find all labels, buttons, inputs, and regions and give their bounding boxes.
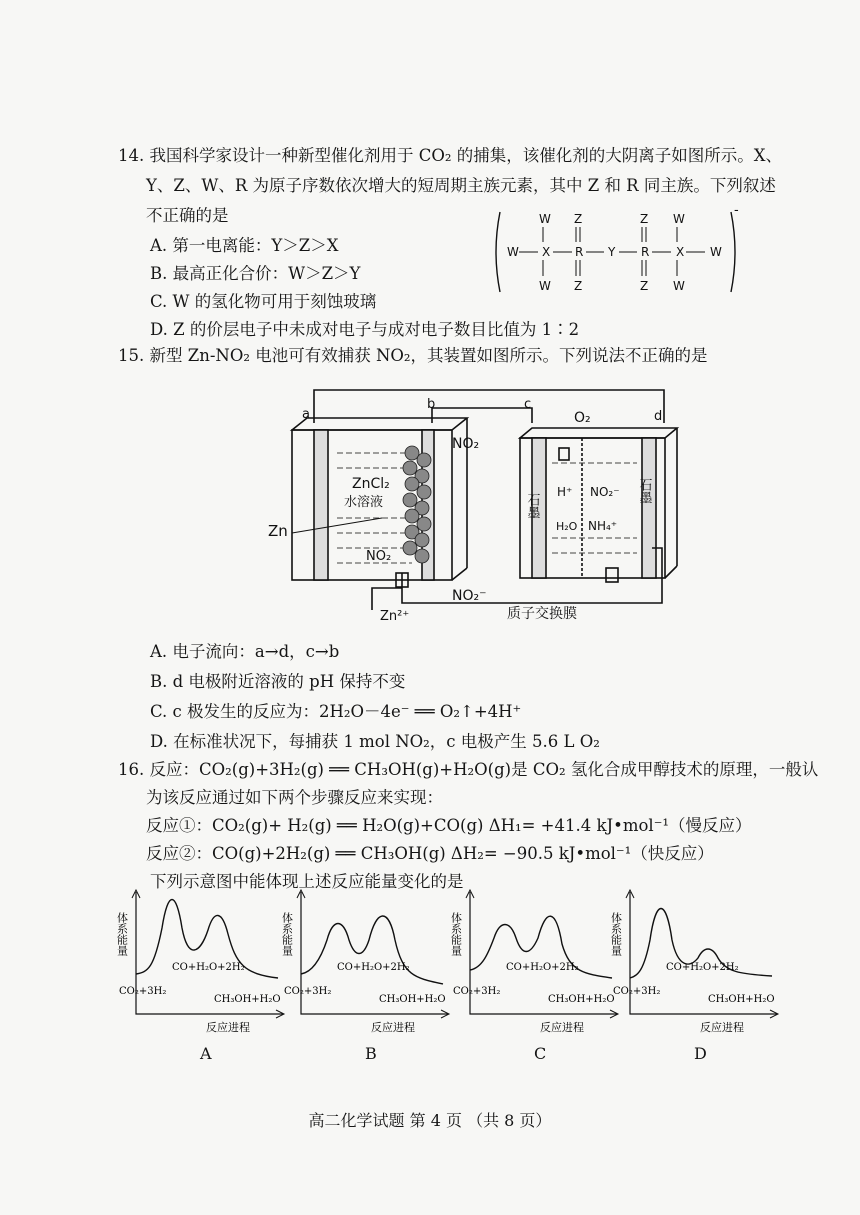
q15-option-c: C. c 极发生的反应为：2H₂O－4e⁻ ══ O₂↑+4H⁺ [150, 702, 522, 721]
q14-option-d: D. Z 的价层电子中未成对电子与成对电子数目比值为 1∶2 [150, 320, 580, 339]
start-label: CO₂+3H₂ [284, 986, 332, 997]
svg-text:质子交换膜: 质子交换膜 [507, 606, 577, 622]
start-label: CO₂+3H₂ [453, 986, 501, 997]
q14-option-a: A. 第一电离能：Y＞Z＞X [150, 236, 339, 255]
x-axis-label: 反应进程 [206, 1021, 250, 1034]
end-label: CH₃OH+H₂O [214, 994, 281, 1005]
chart-option-letter: A [200, 1044, 212, 1063]
intermediate-label: CO+H₂O+2H₂ [506, 962, 579, 973]
x-axis-label: 反应进程 [700, 1021, 744, 1034]
energy-chart-a [115, 888, 286, 1034]
svg-text:Z: Z [640, 279, 649, 293]
svg-text:水溶液: 水溶液 [344, 495, 384, 510]
svg-text:NO₂⁻: NO₂⁻ [452, 588, 487, 604]
y-axis-label: 体系能量 [449, 912, 463, 956]
q15-option-b: B. d 电极附近溶液的 pH 保持不变 [150, 672, 406, 691]
q15-option-d: D. 在标准状况下，每捕获 1 mol NO₂，c 电极产生 5.6 L O₂ [150, 732, 600, 751]
end-label: CH₃OH+H₂O [548, 994, 615, 1005]
x-axis-label: 反应进程 [371, 1021, 415, 1034]
svg-text:石墨: 石墨 [636, 478, 652, 504]
svg-text:a: a [302, 407, 310, 422]
svg-text:Z: Z [574, 212, 583, 226]
y-axis-label: 体系能量 [280, 912, 294, 956]
svg-text:O₂: O₂ [574, 410, 591, 426]
energy-chart-b [280, 888, 451, 1034]
svg-text:Y: Y [608, 245, 616, 259]
x-axis-label: 反应进程 [540, 1021, 584, 1034]
svg-text:石墨: 石墨 [524, 493, 540, 519]
zn-no2-battery-diagram [262, 378, 692, 630]
intermediate-label: CO+H₂O+2H₂ [337, 962, 410, 973]
svg-text:ZnCl₂: ZnCl₂ [352, 476, 390, 492]
q16-reaction1: 反应①：CO₂(g)+ H₂(g) ══ H₂O(g)+CO(g) ΔH₁= +41.4 kJ•mol⁻¹（慢反应） [146, 816, 752, 835]
svg-text:X: X [542, 245, 551, 259]
svg-text:NO₂: NO₂ [452, 436, 480, 452]
svg-text:H₂O: H₂O [556, 520, 578, 533]
svg-text:X: X [676, 245, 685, 259]
svg-text:R: R [575, 245, 584, 259]
energy-chart-d [609, 888, 780, 1034]
end-label: CH₃OH+H₂O [708, 994, 775, 1005]
svg-text:W: W [539, 279, 551, 293]
energy-curve [301, 916, 443, 984]
q15-option-a: A. 电子流向：a→d，c→b [150, 642, 340, 661]
intermediate-label: CO+H₂O+2H₂ [172, 962, 245, 973]
q16-stem-line2: 为该反应通过如下两个步骤反应来实现： [146, 788, 443, 807]
svg-text:c: c [524, 397, 532, 412]
y-axis-label: 体系能量 [609, 912, 623, 956]
chart-option-letter: D [694, 1044, 707, 1063]
svg-text:NO₂: NO₂ [366, 549, 392, 564]
svg-text:Zn²⁺: Zn²⁺ [380, 609, 410, 624]
svg-text:W: W [673, 279, 685, 293]
svg-text:W: W [507, 245, 519, 259]
svg-text:R: R [641, 245, 650, 259]
energy-chart-c [449, 888, 620, 1034]
end-label: CH₃OH+H₂O [379, 994, 446, 1005]
svg-text:H⁺: H⁺ [557, 485, 573, 499]
page-footer: 高二化学试题 第 4 页 （共 8 页） [308, 1111, 552, 1130]
start-label: CO₂+3H₂ [119, 986, 167, 997]
svg-text:d: d [654, 409, 663, 424]
svg-text:W: W [710, 245, 722, 259]
q15-stem: 15. 新型 Zn-NO₂ 电池可有效捕获 NO₂，其装置如图所示。下列说法不正确的是 [118, 346, 708, 365]
svg-text:Zn: Zn [268, 522, 288, 540]
q16-stem-line1: 16. 反应：CO₂(g)+3H₂(g) ══ CH₃OH(g)+H₂O(g)是 CO₂ 氢化合成甲醇技术的原理，一般认 [118, 760, 819, 779]
q16-question: 下列示意图中能体现上述反应能量变化的是 [150, 872, 464, 891]
svg-text:Z: Z [640, 212, 649, 226]
q14-option-b: B. 最高正化合价：W＞Z＞Y [150, 264, 361, 283]
q14-stem-line1: 14. 我国科学家设计一种新型催化剂用于 CO₂ 的捕集，该催化剂的大阴离子如图所示。X、 [118, 146, 782, 165]
chart-option-letter: B [365, 1044, 377, 1063]
y-axis-label: 体系能量 [115, 912, 129, 956]
chart-option-letter: C [534, 1044, 547, 1063]
svg-text:NH₄⁺: NH₄⁺ [588, 519, 618, 533]
svg-text:NO₂⁻: NO₂⁻ [590, 485, 620, 499]
svg-text:W: W [539, 212, 551, 226]
q16-reaction2: 反应②：CO(g)+2H₂(g) ══ CH₃OH(g) ΔH₂= −90.5 kJ•mol⁻¹（快反应） [146, 844, 714, 863]
q14-stem-line3: 不正确的是 [146, 206, 229, 225]
anion-charge: - [734, 206, 739, 218]
svg-text:W: W [673, 212, 685, 226]
q14-option-c: C. W 的氢化物可用于刻蚀玻璃 [150, 292, 377, 311]
anion-structure-diagram [488, 206, 743, 298]
q14-stem-line2: Y、Z、W、R 为原子序数依次增大的短周期主族元素，其中 Z 和 R 同主族。下列叙述 [146, 176, 776, 195]
intermediate-label: CO+H₂O+2H₂ [666, 962, 739, 973]
svg-text:b: b [427, 397, 436, 412]
start-label: CO₂+3H₂ [613, 986, 661, 997]
svg-text:Z: Z [574, 279, 583, 293]
